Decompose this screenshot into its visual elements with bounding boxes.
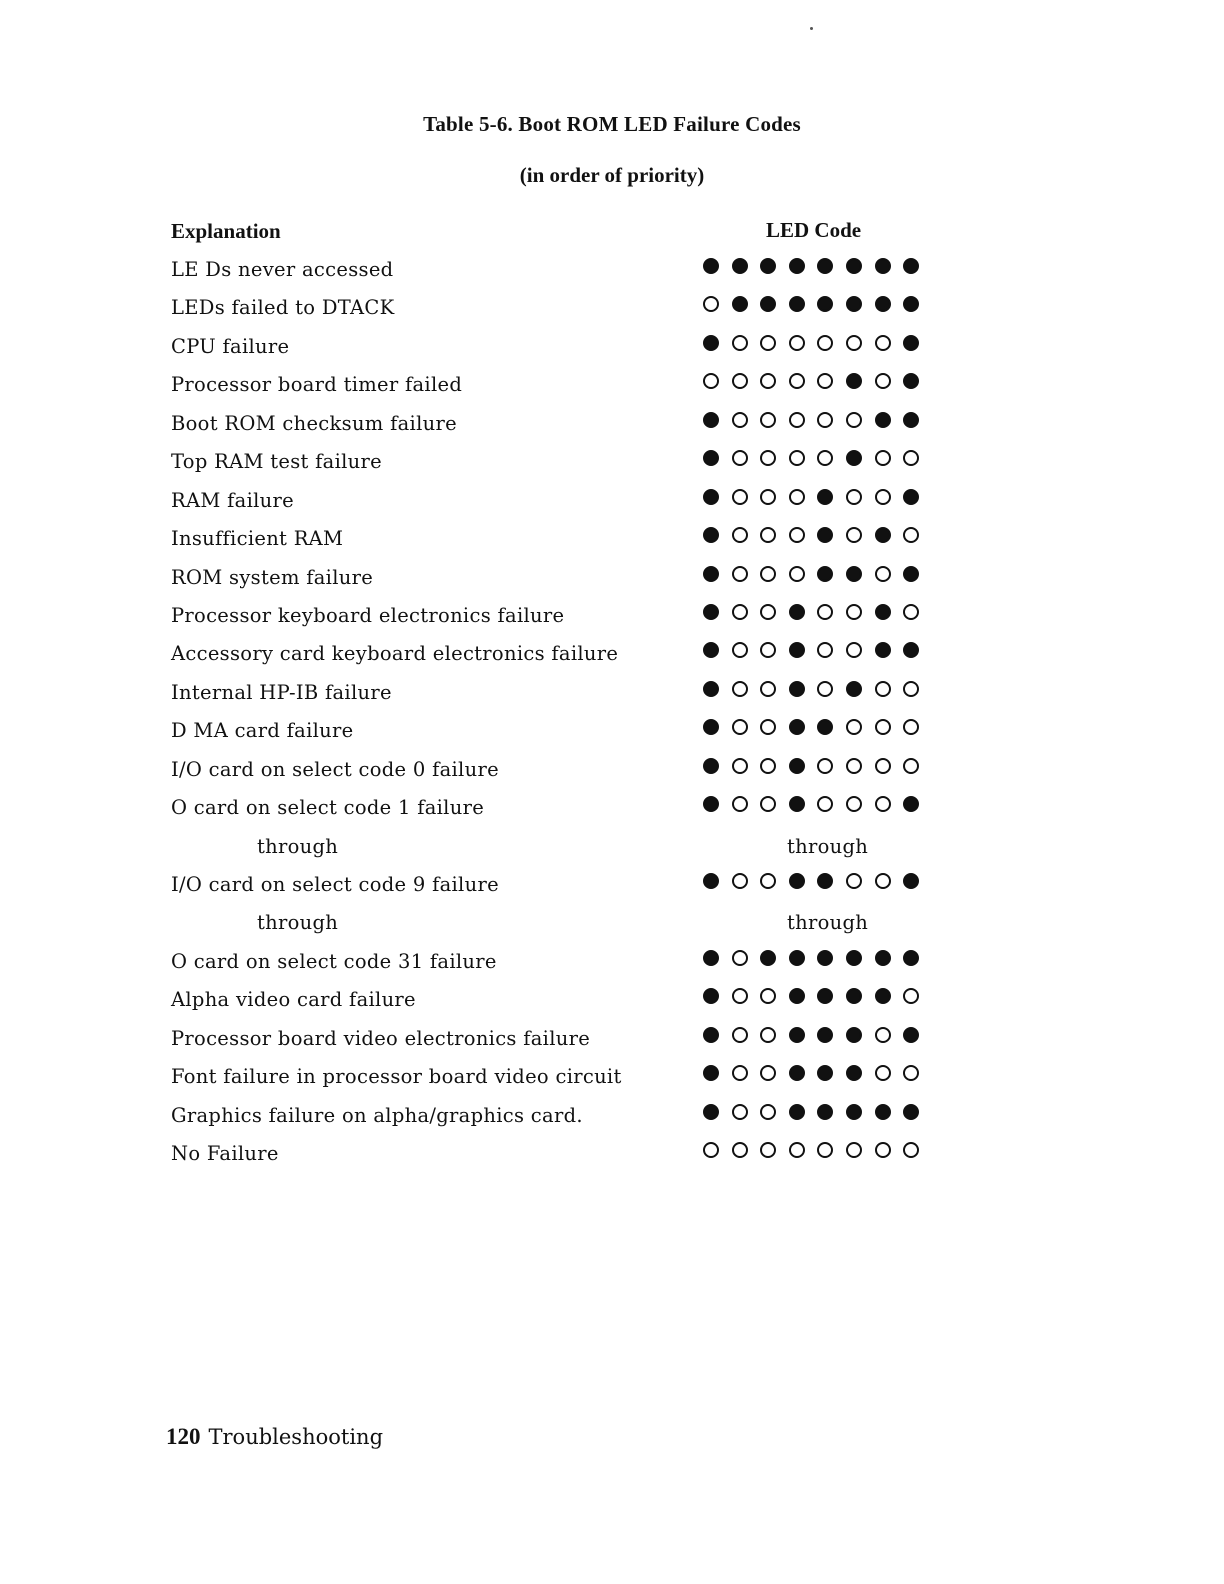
led-on-dot: [875, 412, 891, 428]
led-off-dot: [875, 1027, 891, 1043]
led-on-dot: [903, 873, 919, 889]
led-on-dot: [703, 527, 719, 543]
led-on-dot: [789, 796, 805, 812]
led-on-dot: [875, 950, 891, 966]
led-on-dot: [846, 373, 862, 389]
led-off-dot: [817, 758, 833, 774]
led-off-dot: [732, 1104, 748, 1120]
table-row: [0, 327, 1224, 365]
led-on-dot: [817, 489, 833, 505]
led-off-dot: [732, 719, 748, 735]
table-row: [0, 596, 1224, 634]
led-on-dot: [789, 1104, 805, 1120]
led-off-dot: [875, 681, 891, 697]
led-on-dot: [903, 796, 919, 812]
led-through-label: through: [787, 834, 869, 858]
led-off-dot: [789, 373, 805, 389]
led-on-dot: [703, 258, 719, 274]
row-explanation: Graphics failure on alpha/graphics card.: [171, 1103, 583, 1127]
led-on-dot: [703, 796, 719, 812]
led-off-dot: [817, 796, 833, 812]
row-explanation: Processor board video electronics failure: [171, 1026, 591, 1050]
led-off-dot: [846, 719, 862, 735]
through-row: [0, 827, 1224, 865]
led-on-dot: [846, 1104, 862, 1120]
table-row: [0, 1019, 1224, 1057]
led-off-dot: [903, 758, 919, 774]
table-row: [0, 711, 1224, 749]
led-on-dot: [789, 1027, 805, 1043]
page-footer: [166, 1424, 383, 1450]
led-off-dot: [817, 412, 833, 428]
led-on-dot: [703, 758, 719, 774]
led-on-dot: [903, 489, 919, 505]
led-off-dot: [760, 566, 776, 582]
led-off-dot: [903, 604, 919, 620]
led-off-dot: [846, 489, 862, 505]
table-row: [0, 365, 1224, 403]
led-off-dot: [732, 758, 748, 774]
table-row: [0, 634, 1224, 672]
led-off-dot: [875, 719, 891, 735]
led-off-dot: [846, 758, 862, 774]
led-code: [703, 988, 923, 1006]
led-on-dot: [703, 950, 719, 966]
led-on-dot: [789, 642, 805, 658]
led-on-dot: [703, 566, 719, 582]
led-off-dot: [903, 719, 919, 735]
led-on-dot: [817, 296, 833, 312]
led-off-dot: [732, 489, 748, 505]
led-off-dot: [732, 873, 748, 889]
led-off-dot: [760, 412, 776, 428]
led-off-dot: [760, 450, 776, 466]
led-on-dot: [846, 450, 862, 466]
led-on-dot: [703, 873, 719, 889]
led-on-dot: [846, 566, 862, 582]
row-explanation: Alpha video card failure: [171, 988, 416, 1012]
led-code: [703, 1142, 923, 1160]
led-off-dot: [732, 642, 748, 658]
led-on-dot: [789, 681, 805, 697]
led-off-dot: [875, 873, 891, 889]
led-on-dot: [903, 296, 919, 312]
led-on-dot: [817, 527, 833, 543]
led-on-dot: [703, 1104, 719, 1120]
led-on-dot: [846, 296, 862, 312]
led-code: [703, 796, 923, 814]
led-off-dot: [760, 489, 776, 505]
led-code: [703, 489, 923, 507]
led-off-dot: [703, 1142, 719, 1158]
led-on-dot: [903, 1104, 919, 1120]
led-off-dot: [760, 988, 776, 1004]
led-off-dot: [846, 604, 862, 620]
led-off-dot: [760, 681, 776, 697]
led-code: [703, 758, 923, 776]
led-on-dot: [846, 988, 862, 1004]
row-explanation: LE Ds never accessed: [171, 258, 394, 281]
led-off-dot: [732, 681, 748, 697]
led-on-dot: [732, 296, 748, 312]
led-off-dot: [903, 1142, 919, 1158]
led-off-dot: [817, 642, 833, 658]
led-code: [703, 950, 923, 968]
led-off-dot: [903, 450, 919, 466]
led-off-dot: [760, 758, 776, 774]
row-explanation: ROM system failure: [171, 565, 374, 589]
section-name: Troubleshooting: [208, 1425, 384, 1449]
led-on-dot: [846, 950, 862, 966]
led-off-dot: [732, 566, 748, 582]
led-on-dot: [875, 1104, 891, 1120]
row-explanation: Font failure in processor board video circuit: [171, 1065, 622, 1089]
led-on-dot: [875, 642, 891, 658]
led-on-dot: [846, 1065, 862, 1081]
led-on-dot: [789, 758, 805, 774]
led-on-dot: [903, 258, 919, 274]
led-off-dot: [703, 373, 719, 389]
led-on-dot: [789, 604, 805, 620]
led-off-dot: [817, 1142, 833, 1158]
led-off-dot: [875, 758, 891, 774]
led-on-dot: [817, 950, 833, 966]
through-label: through: [257, 911, 339, 935]
row-explanation: Internal HP-IB failure: [171, 680, 392, 704]
led-off-dot: [732, 604, 748, 620]
led-on-dot: [789, 296, 805, 312]
table-row: [0, 865, 1224, 903]
led-on-dot: [703, 719, 719, 735]
row-explanation: I/O card on select code 0 failure: [171, 757, 499, 781]
led-off-dot: [732, 335, 748, 351]
table-title: Table 5-6. Boot ROM LED Failure Codes: [423, 112, 801, 136]
led-code: [703, 681, 923, 699]
led-off-dot: [760, 719, 776, 735]
row-explanation: I/O card on select code 9 failure: [171, 873, 499, 896]
led-code: [703, 642, 923, 660]
led-code: [703, 450, 923, 468]
led-off-dot: [846, 873, 862, 889]
led-on-dot: [703, 604, 719, 620]
led-code: [703, 1065, 923, 1083]
led-on-dot: [903, 412, 919, 428]
led-off-dot: [760, 527, 776, 543]
led-off-dot: [817, 681, 833, 697]
row-explanation: LEDs failed to DTACK: [171, 296, 395, 320]
led-off-dot: [760, 642, 776, 658]
table-row: [0, 519, 1224, 557]
led-off-dot: [903, 988, 919, 1004]
led-off-dot: [732, 373, 748, 389]
led-on-dot: [760, 950, 776, 966]
led-off-dot: [732, 1027, 748, 1043]
led-on-dot: [903, 1027, 919, 1043]
led-code: [703, 373, 923, 391]
led-off-dot: [760, 1104, 776, 1120]
table-row: [0, 288, 1224, 326]
led-on-dot: [703, 489, 719, 505]
led-off-dot: [732, 1065, 748, 1081]
row-explanation: CPU failure: [171, 334, 290, 358]
led-on-dot: [703, 335, 719, 351]
led-off-dot: [760, 1027, 776, 1043]
row-explanation: RAM failure: [171, 488, 294, 512]
led-on-dot: [875, 258, 891, 274]
led-off-dot: [875, 566, 891, 582]
led-on-dot: [789, 719, 805, 735]
row-explanation: D MA card failure: [171, 719, 354, 743]
led-on-dot: [703, 412, 719, 428]
led-off-dot: [732, 450, 748, 466]
led-on-dot: [817, 258, 833, 274]
led-off-dot: [903, 1065, 919, 1081]
led-off-dot: [789, 527, 805, 543]
led-on-dot: [703, 988, 719, 1004]
led-code: [703, 1027, 923, 1045]
through-row: [0, 903, 1224, 941]
led-on-dot: [846, 258, 862, 274]
led-off-dot: [760, 604, 776, 620]
led-off-dot: [760, 373, 776, 389]
led-off-dot: [903, 681, 919, 697]
led-on-dot: [846, 1027, 862, 1043]
through-label: through: [257, 834, 339, 858]
column-header-explanation: Explanation: [171, 219, 281, 243]
led-on-dot: [817, 1027, 833, 1043]
led-off-dot: [875, 1142, 891, 1158]
led-on-dot: [817, 719, 833, 735]
column-header-led-code: LED Code: [766, 218, 862, 242]
table-row: [0, 942, 1224, 980]
led-on-dot: [875, 527, 891, 543]
led-on-dot: [903, 566, 919, 582]
led-off-dot: [846, 796, 862, 812]
led-off-dot: [846, 527, 862, 543]
led-on-dot: [789, 873, 805, 889]
table-row: [0, 788, 1224, 826]
led-off-dot: [875, 373, 891, 389]
led-off-dot: [732, 988, 748, 1004]
led-code: [703, 412, 923, 430]
table-row: [0, 558, 1224, 596]
led-off-dot: [760, 1065, 776, 1081]
led-off-dot: [732, 1142, 748, 1158]
led-off-dot: [875, 1065, 891, 1081]
led-code: [703, 604, 923, 622]
led-code: [703, 335, 923, 353]
led-off-dot: [789, 412, 805, 428]
led-on-dot: [789, 1065, 805, 1081]
led-on-dot: [903, 335, 919, 351]
led-off-dot: [789, 566, 805, 582]
led-off-dot: [846, 335, 862, 351]
led-on-dot: [903, 373, 919, 389]
row-explanation: Top RAM test failure: [171, 450, 382, 474]
led-off-dot: [760, 1142, 776, 1158]
led-off-dot: [846, 642, 862, 658]
led-off-dot: [732, 412, 748, 428]
led-on-dot: [703, 642, 719, 658]
table-subtitle: (in order of priority): [519, 163, 705, 187]
led-code: [703, 719, 923, 737]
led-off-dot: [732, 796, 748, 812]
led-off-dot: [789, 450, 805, 466]
row-explanation: Accessory card keyboard electronics failure: [171, 642, 619, 666]
led-on-dot: [732, 258, 748, 274]
led-code-table: [0, 250, 1224, 1173]
led-off-dot: [789, 335, 805, 351]
led-off-dot: [760, 335, 776, 351]
led-off-dot: [703, 296, 719, 312]
led-on-dot: [817, 988, 833, 1004]
row-explanation: Insufficient RAM: [171, 527, 344, 551]
row-explanation: Processor keyboard electronics failure: [171, 603, 565, 627]
led-off-dot: [903, 527, 919, 543]
row-explanation: Boot ROM checksum failure: [171, 411, 457, 435]
led-code: [703, 527, 923, 545]
led-on-dot: [789, 258, 805, 274]
led-off-dot: [875, 489, 891, 505]
led-code: [703, 296, 923, 314]
led-off-dot: [760, 796, 776, 812]
table-row: [0, 442, 1224, 480]
led-on-dot: [760, 296, 776, 312]
led-through-label: through: [787, 911, 869, 935]
led-on-dot: [817, 1104, 833, 1120]
led-on-dot: [817, 1065, 833, 1081]
led-on-dot: [817, 873, 833, 889]
led-off-dot: [846, 412, 862, 428]
row-explanation: O card on select code 1 failure: [171, 796, 485, 820]
led-off-dot: [817, 604, 833, 620]
page-number: 120: [166, 1424, 201, 1449]
row-explanation: O card on select code 31 failure: [171, 949, 497, 973]
led-on-dot: [703, 1065, 719, 1081]
led-off-dot: [817, 335, 833, 351]
led-on-dot: [903, 950, 919, 966]
row-explanation: Processor board timer failed: [171, 373, 463, 397]
led-code: [703, 1104, 923, 1122]
row-explanation: No Failure: [171, 1142, 279, 1166]
led-off-dot: [817, 450, 833, 466]
table-row: [0, 1057, 1224, 1095]
led-off-dot: [760, 873, 776, 889]
table-row: [0, 481, 1224, 519]
led-on-dot: [703, 1027, 719, 1043]
led-code: [703, 566, 923, 584]
led-off-dot: [846, 1142, 862, 1158]
led-off-dot: [732, 527, 748, 543]
scan-speck: [810, 27, 813, 30]
led-off-dot: [789, 1142, 805, 1158]
led-on-dot: [703, 681, 719, 697]
led-on-dot: [903, 642, 919, 658]
table-row: [0, 750, 1224, 788]
led-code: [703, 258, 923, 276]
led-off-dot: [875, 335, 891, 351]
led-off-dot: [732, 950, 748, 966]
led-on-dot: [875, 604, 891, 620]
led-off-dot: [789, 489, 805, 505]
table-row: [0, 980, 1224, 1018]
led-off-dot: [817, 373, 833, 389]
led-on-dot: [789, 988, 805, 1004]
led-on-dot: [875, 296, 891, 312]
led-on-dot: [789, 950, 805, 966]
led-off-dot: [875, 450, 891, 466]
led-on-dot: [817, 566, 833, 582]
table-row: [0, 1096, 1224, 1134]
led-on-dot: [846, 681, 862, 697]
table-row: [0, 1134, 1224, 1172]
led-on-dot: [760, 258, 776, 274]
table-row: [0, 250, 1224, 288]
led-code: [703, 873, 923, 891]
table-row: [0, 404, 1224, 442]
table-row: [0, 673, 1224, 711]
led-on-dot: [703, 450, 719, 466]
led-on-dot: [875, 988, 891, 1004]
led-off-dot: [875, 796, 891, 812]
